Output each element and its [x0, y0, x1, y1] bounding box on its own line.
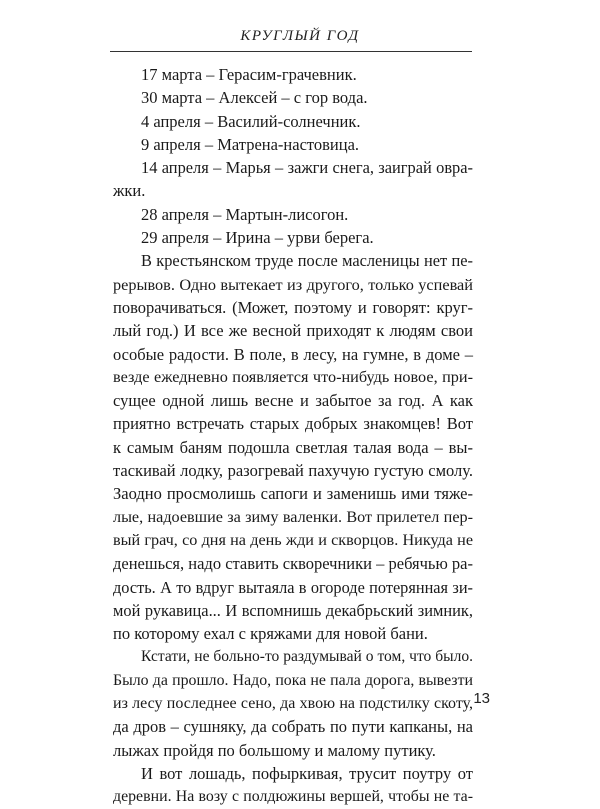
text-line: поворачиваться. (Может, поэтому и говорят: круг-: [113, 297, 473, 317]
text-line: В крестьянском труде после масленицы нет пе-: [141, 251, 473, 271]
text-line: да дров – сушняку, да собрать по пути капканы, на: [113, 717, 473, 737]
text-line: вый грач, со дня на день жди и скворцов. Никуда не: [113, 531, 473, 549]
text-line: из лесу последнее сено, да хвою на подстилку скоту,: [113, 695, 473, 713]
text-line: 4 апреля – Василий-солнечник.: [141, 111, 361, 131]
text-line: денешься, надо ставить скворечники – ребячью ра-: [113, 554, 473, 574]
text-line: деревни. На возу с полдюжины вершей, чтобы не та-: [113, 788, 473, 806]
text-line: лыжах пройдя по большому и малому путику.: [113, 740, 436, 760]
text-line: 17 марта – Герасим-грачевник.: [141, 65, 357, 84]
text-line: лый год.) И все же весной приходят к людям свои: [113, 321, 473, 341]
text-line: 28 апреля – Мартын-лисогон.: [141, 204, 349, 224]
text-line: Кстати, не больно-то раздумывай о том, что было.: [141, 648, 473, 666]
text-line: сущее одной лишь весне и забытое за год. А как: [113, 391, 473, 411]
text-line: 30 марта – Алексей – с гор вода.: [141, 88, 368, 108]
text-line: по которому ехал с кряжами для новой бани.: [113, 624, 428, 644]
body-text: [113, 63, 473, 809]
text-line: приятно встречать старых добрых знакомцев! Вот: [113, 414, 473, 434]
text-line: дость. А то вдруг вытаяла в огороде потерянная зи-: [113, 577, 473, 597]
running-head: КРУГЛЫЙ ГОД: [240, 28, 360, 44]
text-line: везде ежедневно появляется что-нибудь новое, при-: [113, 367, 473, 386]
text-line: 9 апреля – Матрена-настовица.: [141, 134, 360, 154]
header-rule: [110, 51, 472, 52]
page-number: 13: [473, 690, 490, 707]
text-line: 14 апреля – Марья – зажги снега, заиграй овра-: [141, 158, 473, 178]
text-line: жки.: [113, 181, 146, 201]
text-line: И вот лошадь, пофыркивая, трусит поутру от: [141, 763, 473, 783]
text-line: рерывов. Одно вытекает из другого, только успевай: [113, 274, 473, 294]
text-line: особые радости. В поле, в лесу, на гумне, в доме –: [113, 344, 473, 364]
text-line: мой рукавица... И вспомнишь декабрьский зимник,: [113, 600, 473, 620]
text-line: таскивай лодку, разогревай пахучую густую смолу.: [113, 461, 473, 481]
text-line: Было да прошло. Надо, пока не пала дорога, вывезти: [113, 671, 473, 689]
text-line: Заодно просмолишь сапоги и заменишь ими тяже-: [113, 484, 473, 504]
text-line: к самым баням подошла светлая талая вода – вы-: [113, 437, 473, 457]
text-line: лые, надоевшие за зиму валенки. Вот прилетел пер-: [113, 508, 473, 526]
text-line: 29 апреля – Ирина – урви берега.: [141, 228, 374, 248]
